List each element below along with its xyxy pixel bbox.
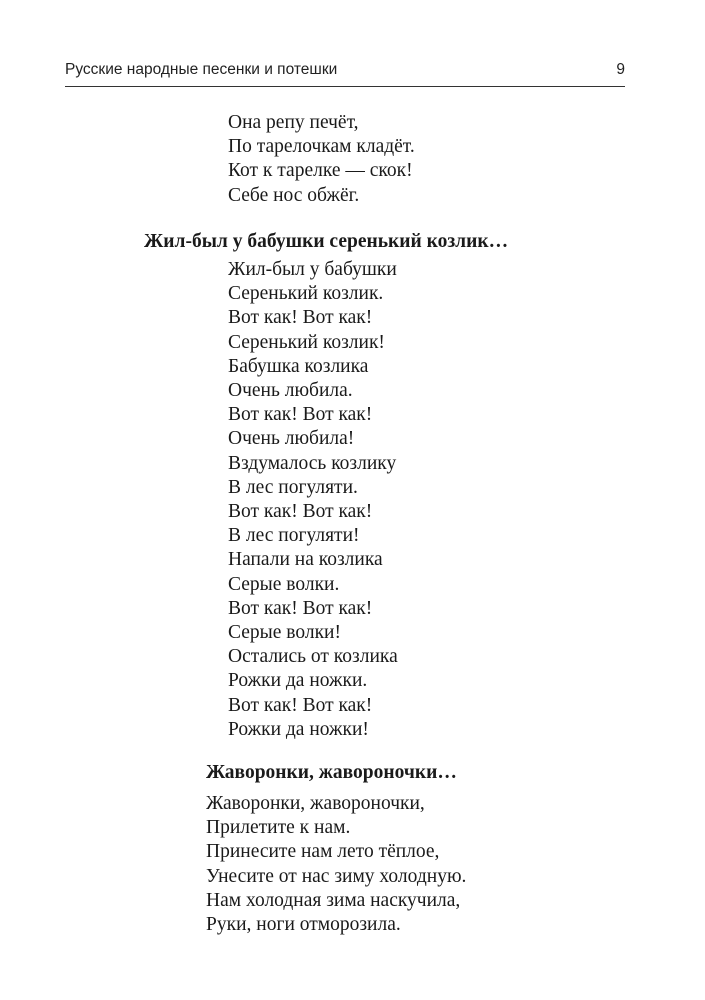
verse-line: По тарелочкам кладёт.	[228, 136, 415, 158]
verse-line: Серенький козлик.	[228, 283, 384, 305]
verse-line: Вот как! Вот как!	[228, 694, 373, 716]
verse-line: Остались от козлика	[228, 646, 398, 668]
verse-line: Рожки да ножки.	[228, 670, 368, 692]
verse-line: Унесите от нас зиму холодную.	[206, 865, 467, 887]
running-header	[65, 61, 625, 85]
poem-2-title: Жил-был у бабушки серенький козлик…	[144, 231, 509, 252]
verse-line: Кот к тарелке — скок!	[228, 160, 413, 182]
verse-line: Жаворонки, жавороночки,	[206, 793, 425, 814]
poem-3-title: Жаворонки, жавороночки…	[206, 762, 457, 783]
verse-line: Жил-был у бабушки	[228, 259, 397, 280]
verse-line: Себе нос обжёг.	[228, 184, 360, 206]
verse-line: Вздумалось козлику	[228, 452, 397, 474]
verse-line: Она репу печёт,	[228, 112, 359, 133]
verse-line: Вот как! Вот как!	[228, 307, 373, 329]
verse-line: Серые волки.	[228, 573, 340, 595]
verse-line: Очень любила!	[228, 428, 355, 450]
book-title: Русские народные песенки и потешки	[65, 61, 338, 78]
poem-2-verse	[228, 258, 398, 742]
verse-line: В лес погуляти.	[228, 476, 358, 498]
verse-line: Бабушка козлика	[228, 355, 369, 377]
verse-line: Вот как! Вот как!	[228, 501, 373, 523]
verse-line: Принесите нам лето тёплое,	[206, 841, 440, 863]
poem-3-verse	[206, 792, 466, 937]
verse-line: Рожки да ножки!	[228, 718, 369, 740]
verse-line: Серые волки!	[228, 622, 341, 644]
verse-line: Серенький козлик!	[228, 331, 385, 353]
verse-line: Руки, ноги отморозила.	[206, 914, 401, 936]
page-number: 9	[616, 61, 625, 78]
verse-line: Очень любила.	[228, 380, 353, 402]
poem-1-verse	[228, 111, 415, 208]
verse-line: Напали на козлика	[228, 549, 383, 571]
verse-line: Нам холодная зима наскучила,	[206, 889, 461, 911]
verse-line: Вот как! Вот как!	[228, 404, 373, 426]
verse-line: Прилетите к нам.	[206, 817, 351, 839]
header-divider	[65, 86, 625, 87]
verse-line: Вот как! Вот как!	[228, 597, 373, 619]
verse-line: В лес погуляти!	[228, 525, 360, 547]
